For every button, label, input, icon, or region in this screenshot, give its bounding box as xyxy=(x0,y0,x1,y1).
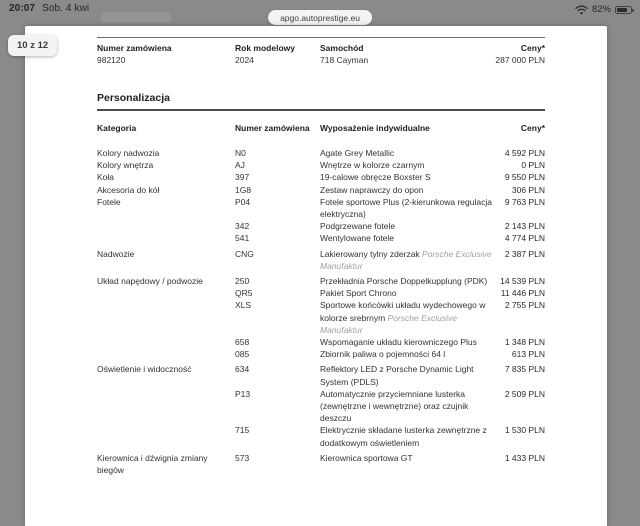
cell-price: 7 835 PLN xyxy=(504,364,545,375)
cell-price: 306 PLN xyxy=(511,184,545,195)
cell-category xyxy=(97,336,235,348)
options-table-row xyxy=(97,171,545,183)
cell-category xyxy=(97,232,235,244)
cell-code: 658 xyxy=(235,337,250,348)
cell-category: Koła xyxy=(97,172,115,183)
description-text: Kierownica sportowa GT xyxy=(320,452,413,463)
cell-price: 2 387 PLN xyxy=(504,248,545,259)
cell-category xyxy=(97,220,235,232)
date-label: Sob. 4 kwi xyxy=(42,3,90,14)
cell-description xyxy=(320,196,492,220)
options-table-header xyxy=(97,123,545,134)
cell-code: 342 xyxy=(235,221,250,232)
description-text: Sportowe końcówki układu wydechowego w kolorze srebrnym xyxy=(320,300,486,323)
cell-description xyxy=(320,184,492,196)
pdf-page[interactable] xyxy=(25,26,607,526)
summary-table-row xyxy=(97,54,545,67)
cell-description xyxy=(320,275,492,287)
col-header: Rok modelowy xyxy=(235,43,295,53)
options-table-body xyxy=(97,147,545,476)
cell-category: Kolory wnętrza xyxy=(97,160,154,171)
cell-price: 2 509 PLN xyxy=(504,388,545,399)
col-header: Kategoria xyxy=(97,123,137,133)
cell-description xyxy=(320,159,492,171)
cell-description xyxy=(320,452,492,476)
cell-code: N0 xyxy=(235,148,246,158)
car-price: 287 000 PLN xyxy=(495,55,545,65)
options-table-row xyxy=(97,287,545,299)
cell-code: 397 xyxy=(235,172,250,183)
cell-description xyxy=(320,363,492,387)
cell-category xyxy=(97,348,235,360)
options-table-row xyxy=(97,196,545,220)
model-year: 2024 xyxy=(235,55,254,65)
page-indicator-text: 10 z 12 xyxy=(17,40,49,51)
col-header: Wyposażenie indywidualne xyxy=(320,123,430,133)
cell-price: 1 530 PLN xyxy=(504,425,545,436)
cell-code: 715 xyxy=(235,425,250,436)
options-table-row xyxy=(97,147,545,159)
cell-description xyxy=(320,299,492,336)
cell-code: 634 xyxy=(235,364,250,375)
description-text: Wspomaganie układu kierowniczego Plus xyxy=(320,337,477,348)
cell-price: 9 763 PLN xyxy=(504,196,545,207)
description-text: Automatycznie przyciemniane lusterka (zewnętrzne i wewnętrzne) oraz czujnik deszczu xyxy=(320,388,469,424)
cell-category xyxy=(97,388,235,425)
options-table-row xyxy=(97,275,545,287)
cell-code: P13 xyxy=(235,388,251,399)
exclusive-manufaktur-note: Porsche Exclusive Manufaktur xyxy=(320,248,492,271)
exclusive-manufaktur-note: Porsche Exclusive Manufaktur xyxy=(320,312,457,335)
cell-description xyxy=(320,348,492,360)
cell-price: 14 539 PLN xyxy=(500,276,545,287)
cell-code: 085 xyxy=(235,349,250,360)
options-table-row xyxy=(97,184,545,196)
col-header: Numer zamówiena xyxy=(235,123,310,133)
description-text: 19-calowe obręcze Boxster S xyxy=(320,172,431,183)
page-indicator-badge xyxy=(8,35,57,56)
cell-category xyxy=(97,424,235,448)
col-header: Numer zamówiena xyxy=(97,43,172,53)
order-number: 982120 xyxy=(97,55,126,65)
description-text: Agate Grey Metallic xyxy=(320,148,395,158)
cell-code: AJ xyxy=(235,160,245,171)
options-table-row xyxy=(97,452,545,476)
status-left xyxy=(9,3,89,14)
cell-category xyxy=(97,287,235,299)
description-text: Wentylowane fotele xyxy=(320,233,395,244)
cell-code: 573 xyxy=(235,452,250,463)
description-text: Podgrzewane fotele xyxy=(320,221,396,232)
cell-description xyxy=(320,147,492,159)
clock: 20:07 xyxy=(9,3,36,14)
table-top-rule xyxy=(97,37,545,38)
cell-code: CNG xyxy=(235,248,254,259)
options-table-row xyxy=(97,348,545,360)
description-text: Pakiet Sport Chrono xyxy=(320,288,397,299)
options-table-row xyxy=(97,232,545,244)
cell-category: Oświetlenie i widoczność xyxy=(97,364,192,375)
cell-price: 2 143 PLN xyxy=(504,221,545,232)
description-text: Zestaw naprawczy do opon xyxy=(320,184,424,195)
description-text: Wnętrze w kolorze czarnym xyxy=(320,160,425,171)
car-model: 718 Cayman xyxy=(320,55,369,65)
cell-price: 2 755 PLN xyxy=(504,300,545,311)
options-table-row xyxy=(97,159,545,171)
description-text: Elektrycznie składane lusterka zewnętrzne z dodatkowym oświetleniem xyxy=(320,425,487,448)
cell-category: Układ napędowy / podwozie xyxy=(97,276,203,287)
cell-price: 0 PLN xyxy=(521,160,545,171)
cell-description xyxy=(320,287,492,299)
description-text: Zbiornik paliwa o pojemności 64 l xyxy=(320,349,446,360)
cell-description xyxy=(320,336,492,348)
cell-description xyxy=(320,388,492,425)
cell-code: XLS xyxy=(235,300,252,311)
options-table-row xyxy=(97,363,545,387)
cell-category: Kolory nadwozia xyxy=(97,148,160,158)
cell-category xyxy=(97,299,235,336)
col-header: Ceny* xyxy=(520,123,545,133)
description-text: Przekładnia Porsche Doppelkupplung (PDK) xyxy=(320,276,488,287)
col-header: Ceny* xyxy=(520,43,545,53)
options-table-row xyxy=(97,388,545,425)
cell-price: 9 550 PLN xyxy=(504,172,545,183)
battery-percent: 82% xyxy=(591,4,611,15)
cell-description xyxy=(320,220,492,232)
document-content xyxy=(97,26,545,476)
description-text: Fotele sportowe Plus (2-kierunkowa regulacja elektryczna) xyxy=(320,196,492,220)
cell-price: 1 433 PLN xyxy=(504,452,545,463)
cell-code: 250 xyxy=(235,276,250,287)
battery-icon xyxy=(615,6,632,14)
url-text: apgo.autoprestige.eu xyxy=(280,12,360,23)
cell-category: Nadwozie xyxy=(97,248,135,259)
wifi-icon xyxy=(575,5,588,15)
cell-category: Akcesoria do kół xyxy=(97,184,160,195)
summary-table-header xyxy=(97,43,545,54)
options-table-row xyxy=(97,336,545,348)
address-bar[interactable] xyxy=(268,10,372,25)
options-table-row xyxy=(97,248,545,272)
cell-code: 541 xyxy=(235,233,250,244)
cell-category: Fotele xyxy=(97,196,121,207)
cell-description xyxy=(320,424,492,448)
cell-code: 1G8 xyxy=(235,184,252,195)
description-text: Reflektory LED z Porsche Dynamic Light System (PDLS) xyxy=(320,364,474,387)
cell-price: 4 592 PLN xyxy=(504,148,545,158)
cell-code: P04 xyxy=(235,196,251,207)
description-text: Lakierowany tylny zderzak xyxy=(320,248,420,259)
cell-description xyxy=(320,171,492,183)
cell-description xyxy=(320,248,492,272)
status-right xyxy=(575,4,632,15)
cell-price: 1 348 PLN xyxy=(504,337,545,348)
cell-code: QR5 xyxy=(235,288,253,299)
col-header: Samochód xyxy=(320,43,364,53)
cell-price: 613 PLN xyxy=(511,349,545,360)
cell-description xyxy=(320,232,492,244)
toolbar-tab-area xyxy=(100,12,172,23)
options-table-row xyxy=(97,220,545,232)
cell-price: 11 446 PLN xyxy=(500,288,545,299)
status-bar xyxy=(0,0,640,26)
section-title: Personalizacja xyxy=(97,92,545,111)
cell-price: 4 774 PLN xyxy=(504,233,545,244)
options-table-row xyxy=(97,299,545,336)
options-table-row xyxy=(97,424,545,448)
cell-category: Kierownica i dźwignia zmiany biegów xyxy=(97,452,208,476)
